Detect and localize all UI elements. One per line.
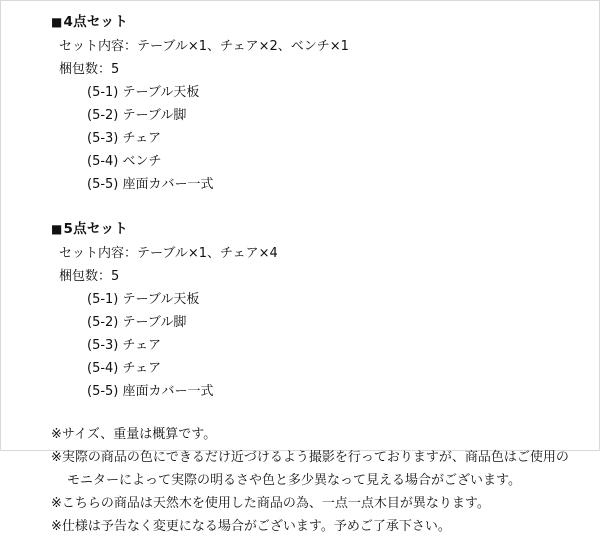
note-line-continuation: モニターによって実際の明るさや色と多少異なって見える場合がございます。 xyxy=(67,473,521,488)
package-list xyxy=(51,288,585,403)
package-count-line: 梱包数：5 xyxy=(59,269,120,284)
list-item: (5-2) テーブル脚 xyxy=(87,315,187,330)
note-line: ※仕様は予告なく変更になる場合がございます。予めご了承下さい。 xyxy=(51,519,451,534)
list-item: (5-5) 座面カバー一式 xyxy=(87,384,214,399)
square-bullet-icon: ■ xyxy=(51,15,63,29)
section-spacer xyxy=(51,200,585,216)
list-item: (5-4) チェア xyxy=(87,361,162,376)
package-count-line: 梱包数：5 xyxy=(59,62,120,77)
document-content xyxy=(51,9,585,538)
note-line: ※サイズ、重量は概算です。 xyxy=(51,427,217,442)
product-set-section xyxy=(51,9,585,196)
square-bullet-icon: ■ xyxy=(51,222,63,236)
section-heading xyxy=(51,216,585,242)
notes-section xyxy=(51,423,585,538)
list-item: (5-1) テーブル天板 xyxy=(87,85,200,100)
section-heading xyxy=(51,9,585,35)
section-heading-label: 4点セット xyxy=(63,14,128,30)
list-item: (5-1) テーブル天板 xyxy=(87,292,200,307)
note-line: ※実際の商品の色にできるだけ近づけるよう撮影を行っておりますが、商品色はご使用の xyxy=(51,450,569,465)
note-line: ※こちらの商品は天然木を使用した商品の為、一点一点木目が異なります。 xyxy=(51,496,490,511)
list-item: (5-3) チェア xyxy=(87,131,162,146)
list-item: (5-4) ベンチ xyxy=(87,154,162,169)
section-heading-label: 5点セット xyxy=(63,221,128,237)
product-set-section xyxy=(51,216,585,403)
list-item: (5-2) テーブル脚 xyxy=(87,108,187,123)
set-contents-line: セット内容：テーブル×1、チェア×2、ベンチ×1 xyxy=(59,39,349,54)
list-item: (5-5) 座面カバー一式 xyxy=(87,177,214,192)
package-list xyxy=(51,81,585,196)
list-item: (5-3) チェア xyxy=(87,338,162,353)
set-contents-line: セット内容：テーブル×1、チェア×4 xyxy=(59,246,278,261)
